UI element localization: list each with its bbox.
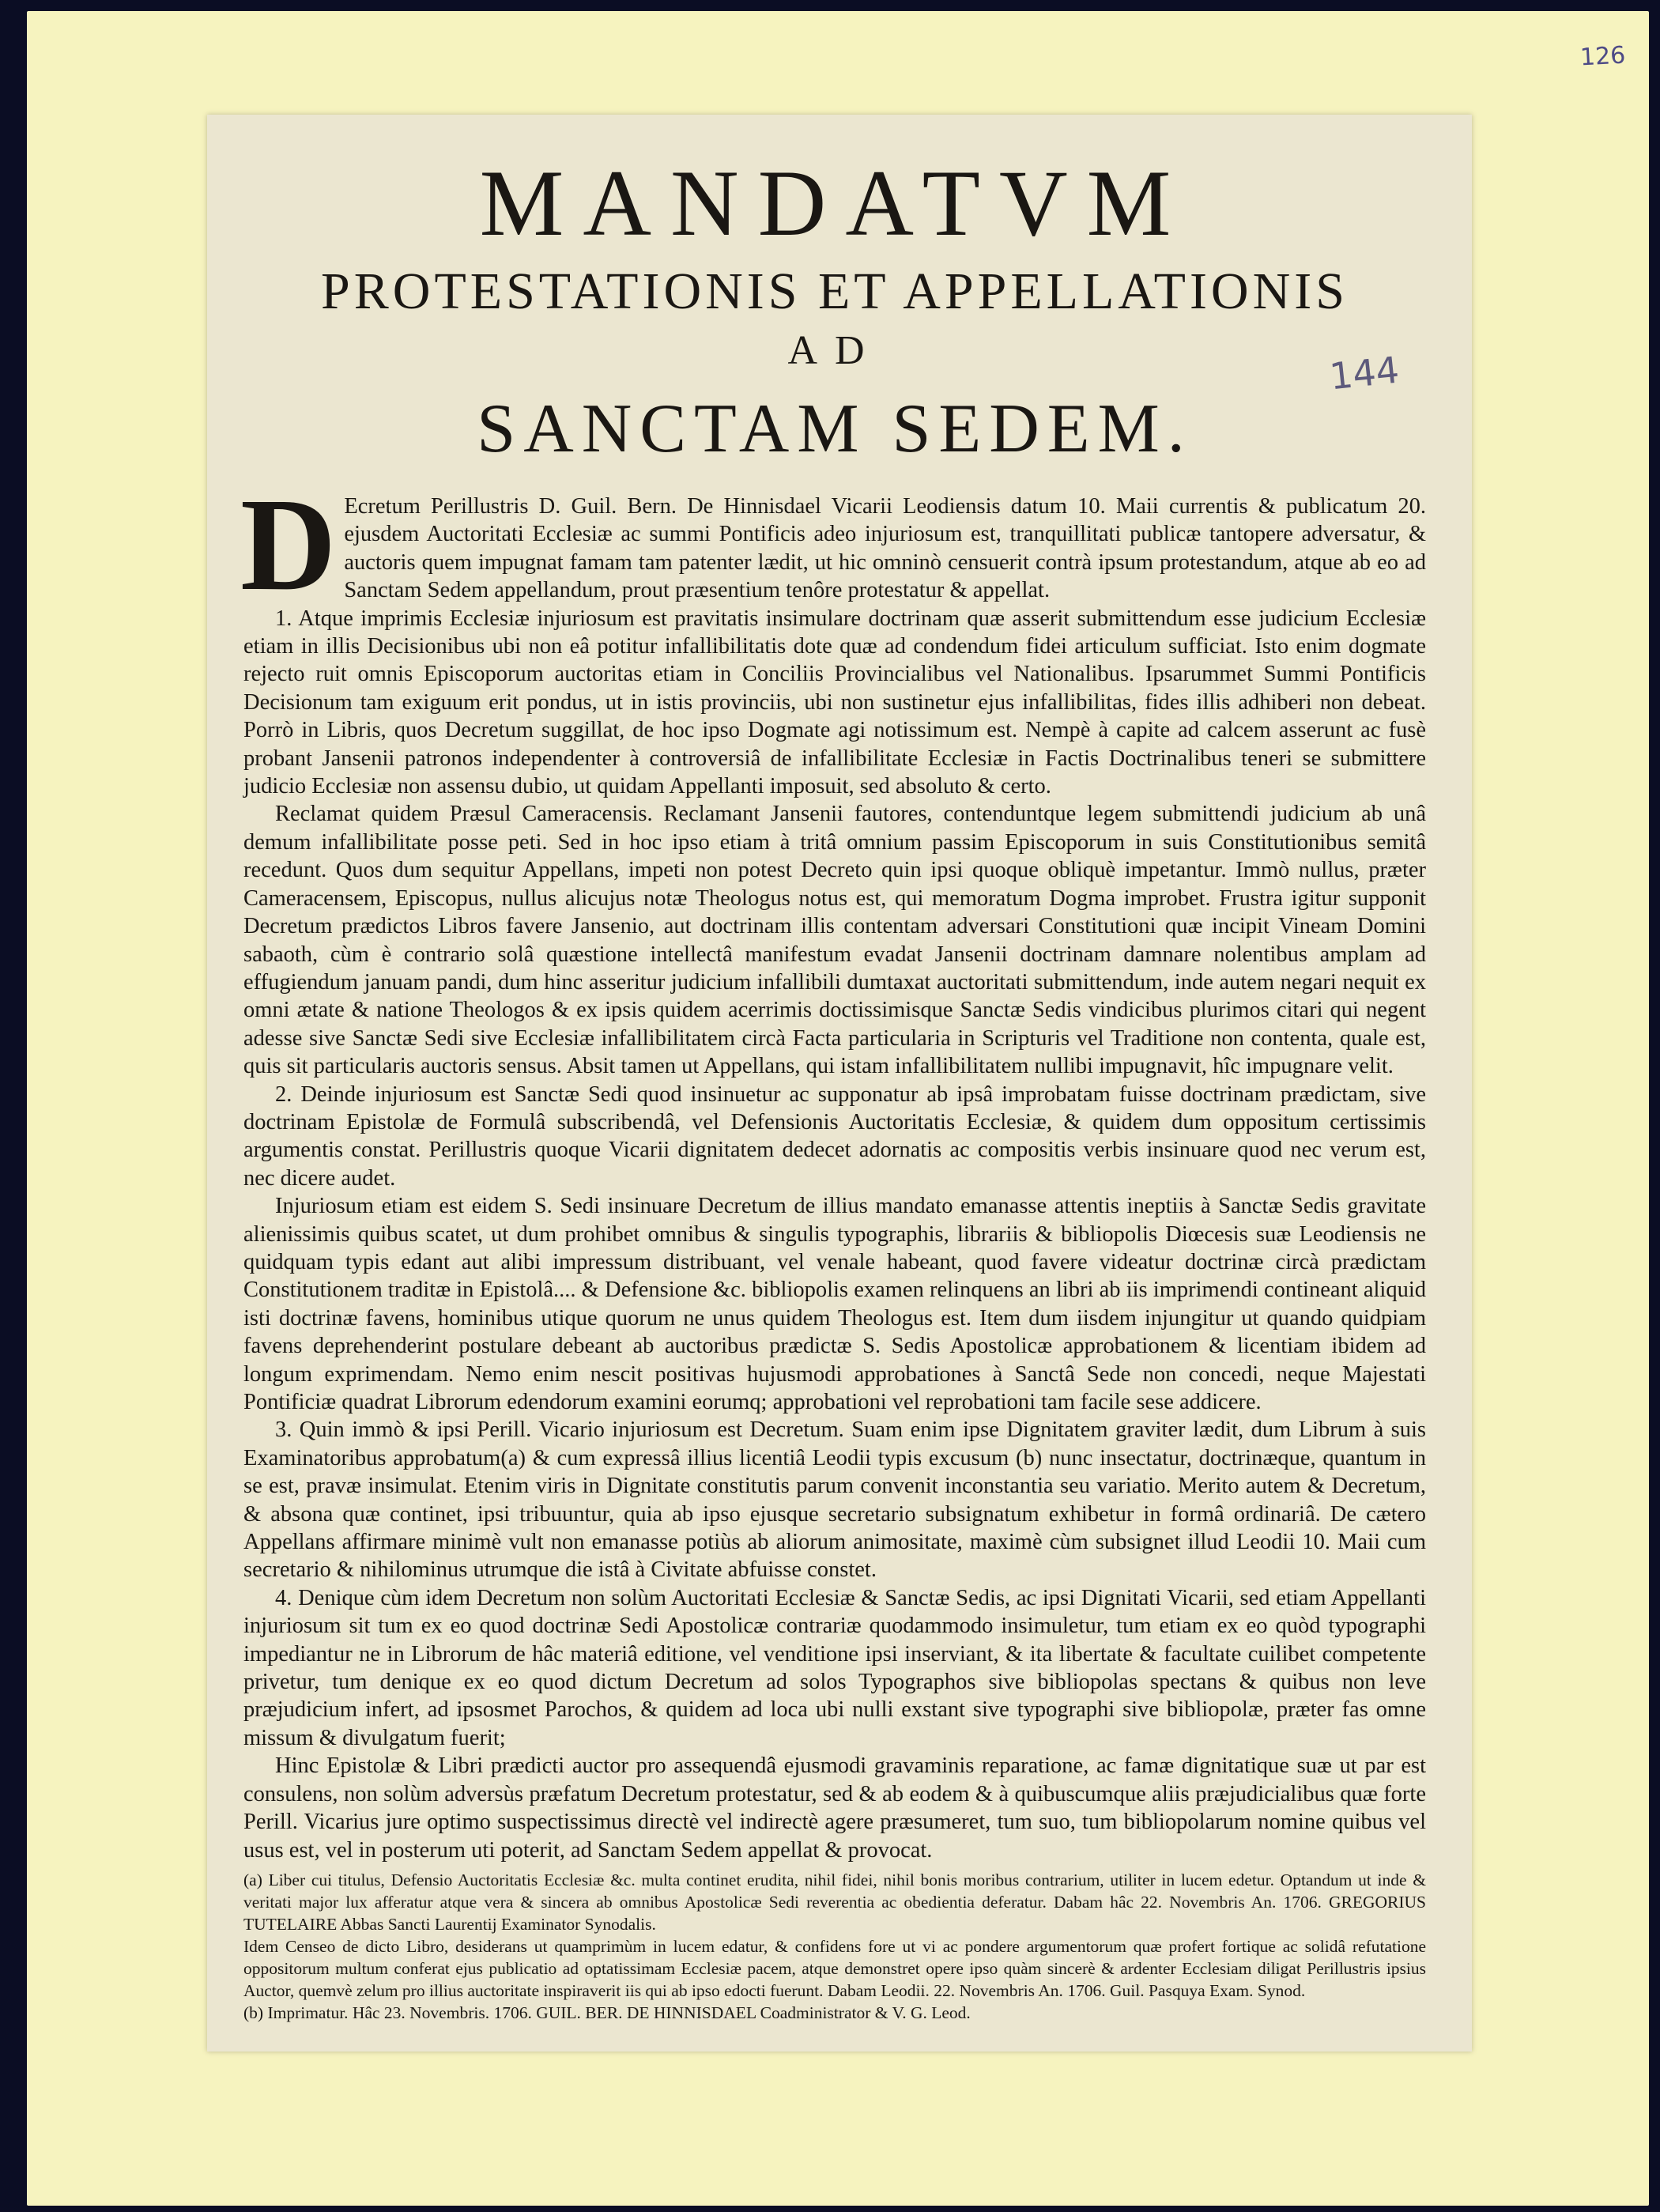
document-body bbox=[240, 471, 1426, 1864]
document-sedem: SANCTAM SEDEM. bbox=[477, 391, 1193, 467]
footnote-a: (a) Liber cui titulus, Defensio Auctoritatis Ecclesiæ &c. multa continet erudita, nihil fidei, nihil bonis moribus contrarium, utiliter in lucem edetur. Optandum ut inde & veritati major lux afferatur atque vera & sincera ab omnibus Apostolicæ Sedi reverentia ac obedientia deferatur. Dabam hâc 22. Novembris An. 1706. GREGORIUS TUTELAIRE Abbas Sancti Laurentij Examinator Synodalis. bbox=[243, 1870, 1426, 1934]
paragraph-intro: Ecretum Perillustris D. Guil. Bern. De Hinnisdael Vicarii Leodiensis datum 10. Maii currentis & publicatum 20. ejusdem Auctoritati Ecclesiæ ac summi Pontificis adeo injuriosum est, tranquillitati publicæ tantopere adversatur, & auctoris quem impugnat famam tam patenter lædit, ut hic omninò censuerit contrà ipsum protestandum, atque ab eo ad Sanctam Sedem appellandum, prout præsentium tenôre protestatur & appellat. bbox=[344, 494, 1426, 603]
paragraph-4: 4. Denique cùm idem Decretum non solùm Auctoritati Ecclesiæ & Sanctæ Sedis, ac ipsi Dignitati Vicarii, sed etiam Appellanti injuriosum sit tum ex eo quod doctrinæ Sedi Apostolicæ contrariæ quodammodo insimuletur, tum etiam ex eo quòd typographi impediantur ne in Librorum de hâc materiâ editione, vel venditione ipsi inserviant, & ita libertate & facultate cuilibet competente privetur, tum denique ex eo quod dictum Decretum ad solos Typographos sive bibliopolas spectans & quibus non leve præjudicium infert, ad ipsosmet Parochos, & quidem ad loca ubi nulli exstant sive typographi sive bibliopolæ, præter fas omne missum & divulgatum fuerit; bbox=[243, 1585, 1426, 1750]
paragraph-5: Hinc Epistolæ & Libri prædicti auctor pro assequendâ ejusmodi gravaminis reparatione, ac famæ dignitatique suæ ut par est consulens, non solùm adversùs præfatum Decretum protestatur, sed & ab eodem & à quibuscumque aliis præjudicialibus quæ forte Perill. Vicarius jure optimo suspectissimus directè vel indirectè agere præsumeret, tum suo, tum bibliopolarum nomine quibus vel usus est, vel in posterum uti poterit, ad Sanctam Sedem appellat & provocat. bbox=[243, 1753, 1426, 1863]
footnote-b: (b) Imprimatur. Hâc 23. Novembris. 1706. GUIL. BER. DE HINNISDAEL Coadministrator & V. G. Leod. bbox=[243, 2003, 971, 2022]
printed-broadside bbox=[207, 115, 1472, 2052]
paragraph-1: 1. Atque imprimis Ecclesiæ injuriosum est pravitatis insimulare doctrinam quæ asserit submittendum esse judicium Ecclesiæ etiam in illis Decisionibus ubi non eâ potitur infallibilitatis dote quæ ad condendum fidei articulum sufficiat. Isto enim dogmate rejecto ruit omnis Episcoporum auctoritas etiam in Conciliis Provincialibus vel Nationalibus. Ipsarummet Summi Pontificis Decisionum tam exiguum erit pondus, ut in istis provinciis, ubi non sustinetur ejus infallibilitas, fides illis adhiberi non debeat. Porrò in Libris, quos Decretum suggillat, de hoc ipso Dogmate agi notissimum est. Nempè à capite ad calcem asserunt ac fusè probant Jansenii patronos independenter à controversiâ de infallibilitate Ecclesiæ in Factis Doctrinalibus teneri se submittere judicio Ecclesiæ non assensu dubio, ut quidam Appellanti imposuit, sed absoluto & certo. bbox=[243, 606, 1426, 799]
paragraph-2b: Injuriosum etiam est eidem S. Sedi insinuare Decretum de illius mandato emanasse attentis ineptiis à Sanctæ Sedis gravitate alienissimis quibus scatet, ut dum prohibet omnibus & singulis typographis, librariis & bibliopolis Diœcesis suæ Leodiensis ne quidquam typis edant aut alibi impressum distribuant, vel venale habeant, quod favere videatur doctrinæ circà prædictam Constitutionem traditæ in Epistolâ.... & Defensione &c. bibliopolis examen relinquens an libri ab iis imprimendi contineant aliquid isti doctrinæ favens, hominibus utique quorum ne unus quidem Theologus est. Item dum iisdem injungitur ut quando quidpiam favens deprehenderint postulare debeant ab auctoribus prædictæ S. Sedis Apostolicæ approbationem & licentiam ibidem ad longum exprimendam. Nemo enim nescit positivas hujusmodi approbationes à Sanctâ Sede non concedi, neque Majestati Pontificiæ quadrat Librorum edendorum examini eorumq; approbationi vel reprobationi tam facile sese addicere. bbox=[243, 1194, 1426, 1414]
paragraph-3: 3. Quin immò & ipsi Perill. Vicario injuriosum est Decretum. Suam enim ipse Dignitatem graviter lædit, dum Librum à suis Examinatoribus approbatum(a) & cum expressâ illius licentiâ Leodii typis excusum (b) nunc insectatur, doctrinæque, quantum in se est, pravæ insimulat. Etenim viris in Dignitate constitutis parum convenit inconstantia seu variatio. Merito autem & Decretum, & absona quæ continet, ipsi tribuuntur, quia ab ipso ejusque secretario subsignatum exhibetur in formâ ordinariâ. De cætero Appellans affirmare minimè vult non emanasse potiùs ab aliorum animositate, maximè cùm subsignet illud Leodii 10. Maii cum secretario & nihilominus utrumque die istâ à Civitate abfuisse constet. bbox=[243, 1417, 1426, 1583]
footnotes bbox=[243, 1869, 1426, 2024]
footnote-a-censeo: Idem Censeo de dicto Libro, desiderans ut quamprimùm in lucem edatur, & confidens fore ut vi ac pondere argumentorum quæ profert fortique ac solidâ refutatione oppositorum multum conferat ejus publicatio ad optatissimam Ecclesiæ pacem, atque demonstret opere ipso quàm sincerè & ardenter Ecclesiam diligat Perillustris ipsius Auctor, quemvè zelum pro illius auctoritate inspiraverit iis qui ab ipso edocti fuerunt. Dabam Leodii. 22. Novembris An. 1706. Guil. Pasquya Exam. Synod. bbox=[243, 1936, 1426, 2000]
document-title: MANDATVM bbox=[479, 150, 1190, 255]
paragraph-2: 2. Deinde injuriosum est Sanctæ Sedi quod insinuetur ac supponatur ab ipsâ improbatam fuisse doctrinam prædictam, sive doctrinam Epistolæ de Formulâ subscribendâ, vel Defensionis Auctoritatis Ecclesiæ, & quidem dum oppositum certissimis argumentis constat. Perillustris quoque Vicarii dignitatem dedecet adornatis ac compositis verbis insinuare quod nec verum est, nec dicere audet. bbox=[243, 1081, 1426, 1191]
sheet-folio-number: 144 bbox=[1327, 348, 1402, 398]
drop-cap: D bbox=[240, 471, 337, 618]
archive-folio-number: 126 bbox=[1579, 41, 1627, 72]
paragraph-1b: Reclamat quidem Præsul Cameracensis. Reclamant Jansenii fautores, contenduntque legem submittendi judicium ab unâ demum infallibilitate posse peti. Sed in hoc ipso etiam à tritâ omnium passim Episcoporum in suis Constitutionibus semitâ recedunt. Quos dum sequitur Appellans, impeti non potest Decreto quin ipsi quoque obliquè impetantur. Immò nullus, præter Cameracensem, Episcopus, nullus alicujus notæ Theologus notus est, qui memoratum Dogma improbet. Frustra igitur supponit Decretum prædictos Libros favere Jansenio, aut doctrinam illis contentam adversari Constitutioni quæ incipit Vineam Domini sabaoth, cùm è contrario solâ quæstione intellectâ manifestum evadat Jansenii doctrinam damnare nolentibus amplam ad effugiendum januam pandi, dum hinc asseritur judicium infallibili dumtaxat auctoritati submittendum, inde autem negari nequit ex omni ætate & natione Theologos & ex ipsis quidem acerrimis doctissimisque Sanctæ Sedis vindicibus plurimos citari qui negent adesse sive Sanctæ Sedi sive Ecclesiæ infallibilitatem circà Facta particularia in Scripturis vel Traditione non contenta, quale est, quis sit particularis auctoris sensus. Absit tamen ut Appellans, qui istam infallibilitatem nullibi impugnavit, hîc impugnare velit. bbox=[243, 802, 1426, 1079]
document-ad: AD bbox=[787, 328, 882, 373]
document-subtitle: PROTESTATIONIS ET APPELLATIONIS bbox=[321, 262, 1349, 320]
